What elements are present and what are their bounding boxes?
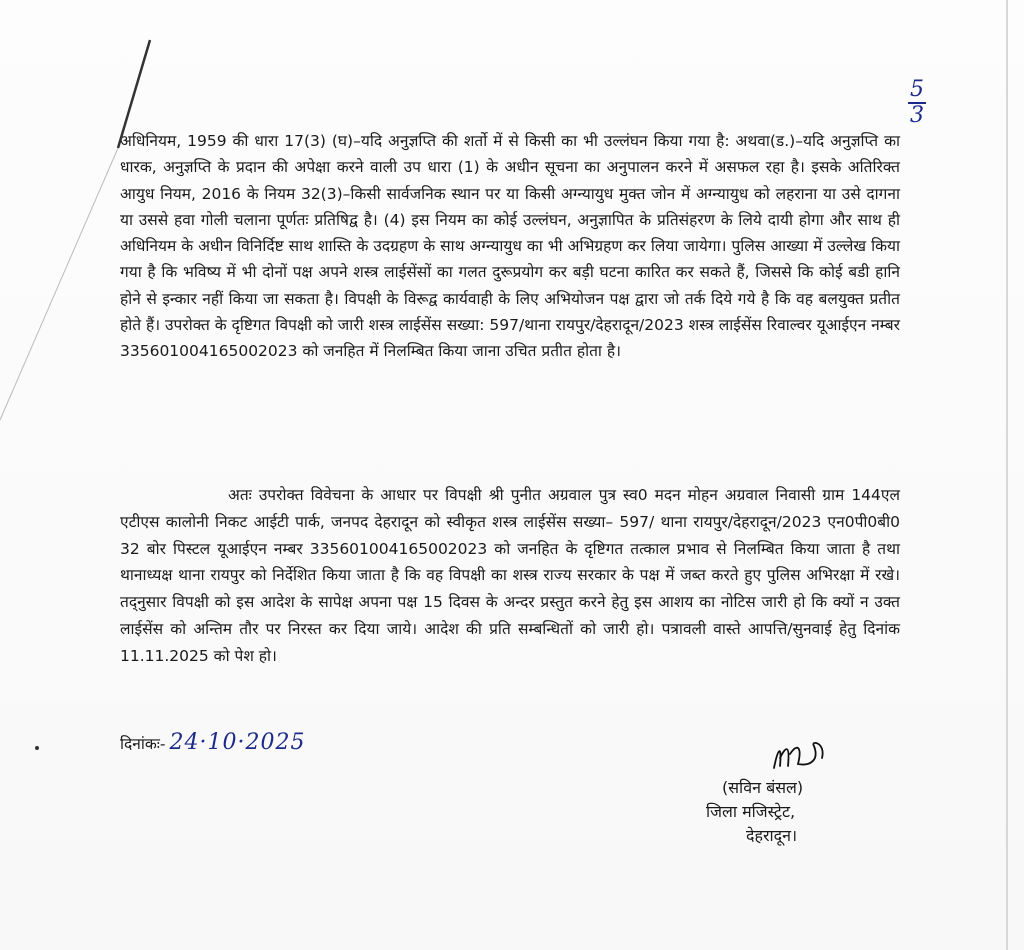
date-label: दिनांकः- [120,735,166,753]
right-page-edge [1006,0,1008,950]
page-mark-top: 5 [910,77,924,102]
signature-icon [768,738,838,774]
signatory-place: देहरादून। [746,826,798,845]
paragraph-2: अतः उपरोक्त विवेचना के आधार पर विपक्षी श्री पुनीत अग्रवाल पुत्र स्व0 मदन मोहन अग्रवाल निवासी ग्राम 144एल एटीएस कालोनी निकट आईटी पार्क, जनपद देहरादून को स्वीकृत शस्त्र लाईसेंस सख्या– 597/ थाना रायपुर/देहरादून/2023 एन0पी0बी0 32 बोर पिस्टल यूआईएन नम्बर 335601004165002023 को जनहित के दृष्टिगत तत्काल प्रभाव से निलम्बित किया जाता है तथा थानाध्यक्ष थाना रायपुर को निर्देशित किया जाता है कि वह विपक्षी का शस्त्र राज्य सरकार के पक्ष में जब्त करते हुए पुलिस अभिरक्षा में रखे। तद्नुसार विपक्षी को इस आदेश के सापेक्ष अपना पक्ष 15 दिवस के अन्दर प्रस्तुत करने हेतु इस आशय का नोटिस जारी हो कि क्यों न उक्त लाईसेंस को अन्तिम तौर पर निरस्त कर दिया जाये। आदेश की प्रति सम्बन्धितों को जारी हो। पत्रावली वास्ते आपत्ति/सुनवाई हेतु दिनांक 11.11.2025 को पेश हो। [120,486,900,665]
page-number-mark [908,77,926,128]
date-handwritten: 24·10·2025 [169,730,306,755]
stray-mark [35,746,39,750]
signature-block [696,738,896,848]
signatory-name: (सविन बंसल) [722,778,804,797]
page-mark-bottom: 3 [910,102,924,128]
date-row [120,730,305,755]
paragraph-1: अधिनियम, 1959 की धारा 17(3) (घ)–यदि अनुज्ञप्ति की शर्तो में से किसी का भी उल्लंघन किया गया है: अथवा(ड.)–यदि अनुज्ञप्ति का धारक, अनुज्ञप्ति के प्रदान की अपेक्षा करने वाली उप धारा (1) के अधीन सूचना का अनुपालन करने में असफल रहा है। इसके अतिरिक्त आयुध नियम, 2016 के नियम 32(3)–किसी सार्वजनिक स्थान पर या किसी अग्न्यायुध मुक्त जोन में अग्न्यायुध को लहराना या उसे दागना या उससे हवा गोली चलाना पूर्णतः प्रतिषिद्व है। (4) इस नियम का कोई उल्लंघन, अनुज्ञापित के प्रतिसंहरण के लिये दायी होगा और साथ ही अधिनियम के अधीन विनिर्दिष्ट साथ शास्ति के उदग्रहण के साथ अग्न्यायुध का भी अभिग्रहण कर लिया जायेगा। पुलिस आख्या में उल्लेख किया गया है कि भविष्य में भी दोनों पक्ष अपने शस्त्र लाईसेंसों का गलत दुरूप्रयोग कर बड़ी घटना कारित कर सकते हैं, जिससे कि कोई बडी हानि होने से इन्कार नहीं किया जा सकता है। विपक्षी के विरूद्व कार्यवाही के लिए अभियोजन पक्ष द्वारा जो तर्क दिये गये है कि वह बलयुक्त प्रतीत होते हैं। उपरोक्त के दृष्टिगत विपक्षी को जारी शस्त्र लाईसेंस सख्या: 597/थाना रायपुर/देहरादून/2023 शस्त्र लाईसेंस रिवाल्वर यूआईएन नम्बर 335601004165002023 को जनहित में निलम्बित किया जाना उचित प्रतीत होता है। [120,132,900,361]
signatory-title: जिला मजिस्ट्रेट, [706,802,796,821]
